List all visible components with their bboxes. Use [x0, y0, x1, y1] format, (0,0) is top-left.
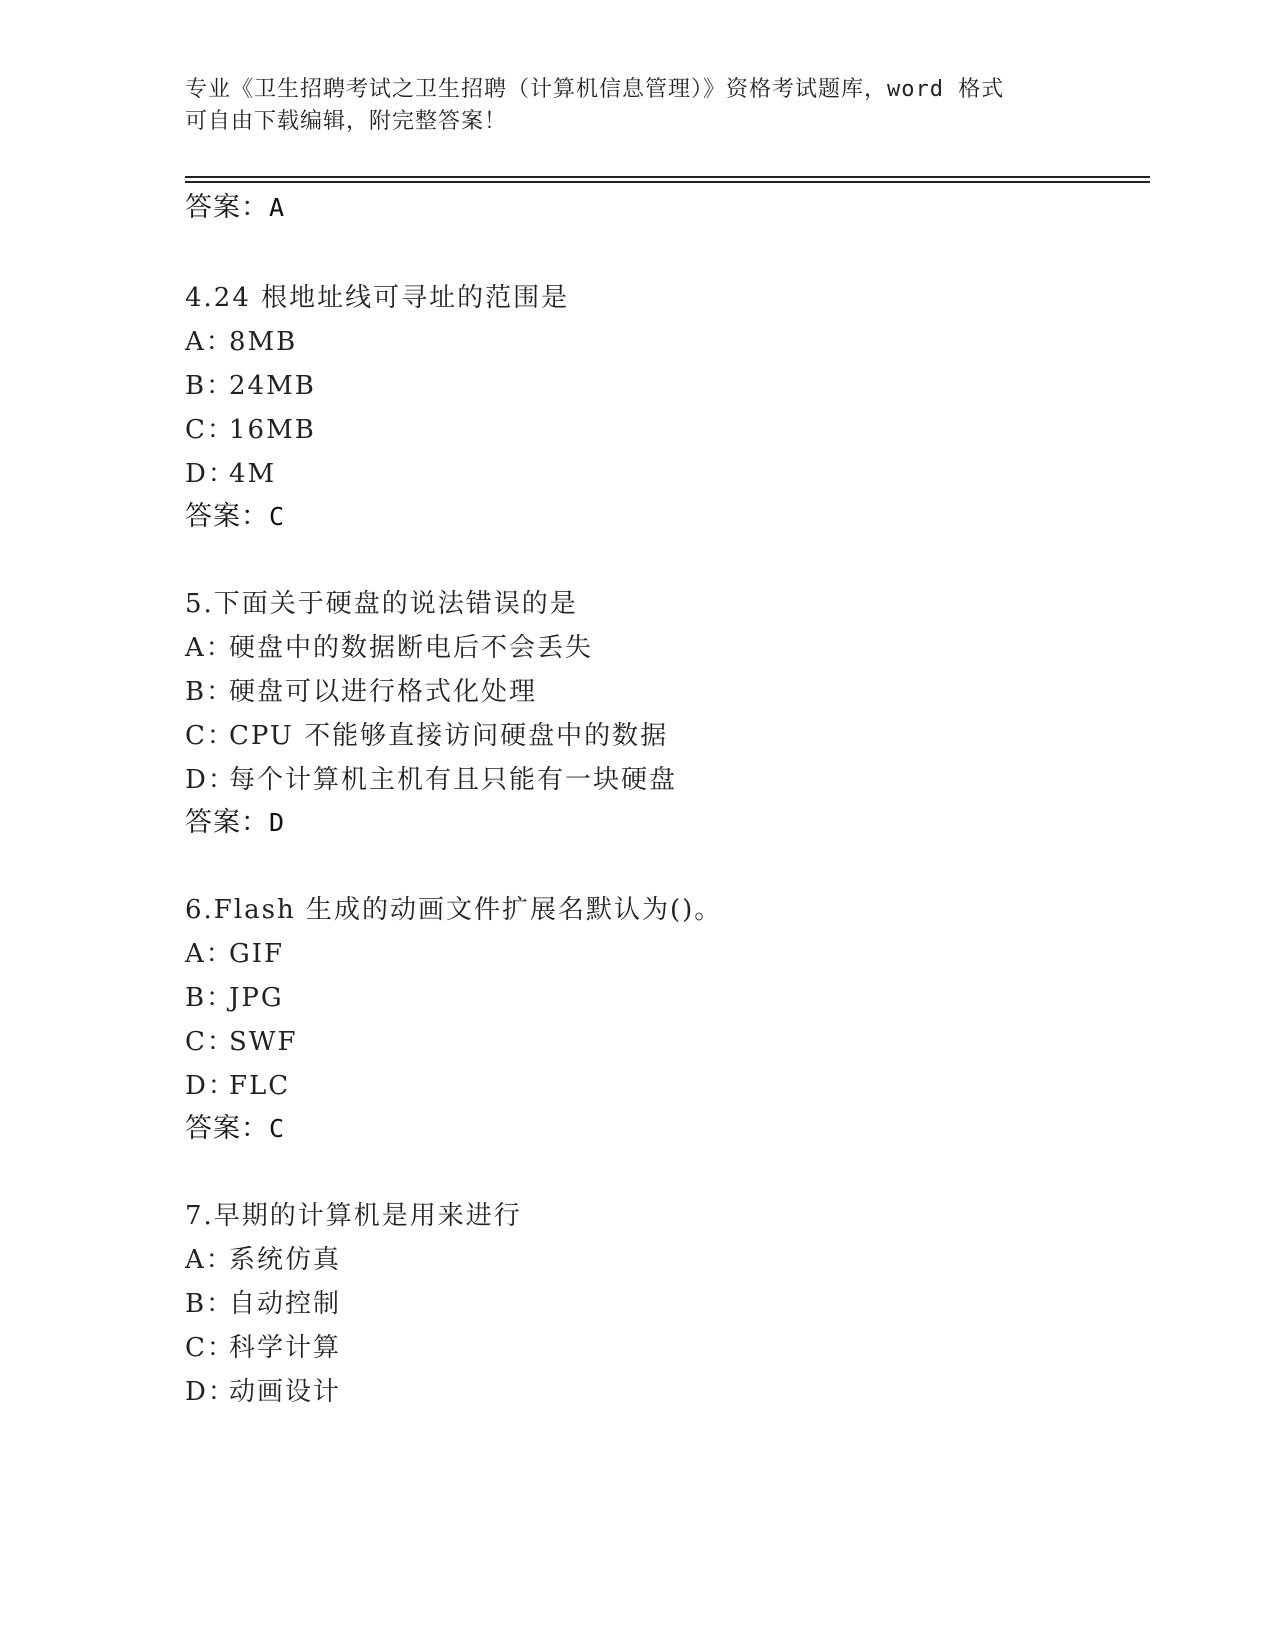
option-letter: D： — [185, 459, 236, 489]
option-text: GIF — [229, 939, 285, 969]
answer-prev — [185, 190, 285, 226]
question-5-answer — [185, 805, 285, 841]
option-letter: D： — [185, 1071, 236, 1101]
option-text: 每个计算机主机有且只能有一块硬盘 — [229, 765, 678, 795]
question-7-stem: 7.早期的计算机是用来进行 — [185, 1201, 522, 1231]
question-5-option-a — [185, 630, 593, 666]
question-7-option-c — [185, 1330, 341, 1366]
question-4-stem: 4.24 根地址线可寻址的范围是 — [185, 283, 570, 313]
answer-value: C — [269, 1114, 286, 1143]
option-text: 系统仿真 — [229, 1245, 342, 1275]
option-letter: A： — [185, 939, 234, 969]
question-4-option-d — [185, 456, 276, 492]
question-7-option-d — [185, 1374, 341, 1410]
option-text: 动画设计 — [229, 1377, 342, 1407]
option-text: 自动控制 — [229, 1289, 342, 1319]
answer-value: A — [269, 193, 286, 222]
option-letter: A： — [185, 327, 234, 357]
option-letter: C： — [185, 1027, 235, 1057]
question-6-option-d — [185, 1068, 290, 1104]
option-letter: D： — [185, 1377, 236, 1407]
option-letter: A： — [185, 1245, 234, 1275]
option-letter: C： — [185, 721, 235, 751]
question-4-option-b — [185, 368, 316, 404]
question-6-stem: 6.Flash 生成的动画文件扩展名默认为()。 — [185, 895, 723, 925]
option-letter: C： — [185, 415, 235, 445]
option-text: SWF — [229, 1027, 298, 1057]
header-line-2: 可自由下载编辑，附完整答案！ — [185, 109, 508, 134]
option-letter: B： — [185, 983, 235, 1013]
question-6-answer — [185, 1111, 285, 1147]
document-header — [185, 74, 1085, 138]
option-text: 24MB — [229, 371, 316, 401]
question-6-option-b — [185, 980, 284, 1016]
question-7-option-a — [185, 1242, 341, 1278]
option-text: JPG — [229, 983, 284, 1013]
question-6-option-a — [185, 936, 284, 972]
option-text: 16MB — [229, 415, 316, 445]
question-5-option-b — [185, 674, 537, 710]
option-text: 8MB — [229, 327, 298, 357]
answer-value: D — [269, 808, 286, 837]
header-line-1: 专业《卫生招聘考试之卫生招聘（计算机信息管理）》资格考试题库，word 格式 — [185, 77, 1005, 102]
option-letter: C： — [185, 1333, 235, 1363]
question-6-option-c — [185, 1024, 298, 1060]
answer-label: 答案： — [185, 807, 269, 838]
question-5-stem: 5.下面关于硬盘的说法错误的是 — [185, 589, 578, 619]
option-text: FLC — [229, 1071, 291, 1101]
option-letter: B： — [185, 1289, 235, 1319]
question-5-option-c — [185, 718, 668, 754]
question-7-option-b — [185, 1286, 341, 1322]
question-5-option-d — [185, 762, 677, 798]
question-4-option-c — [185, 412, 316, 448]
answer-value: C — [269, 502, 286, 531]
question-4-option-a — [185, 324, 297, 360]
answer-label: 答案： — [185, 192, 269, 223]
header-rule-bottom — [185, 181, 1150, 183]
option-text: 硬盘中的数据断电后不会丢失 — [229, 633, 594, 663]
question-4-answer — [185, 499, 285, 535]
option-letter: B： — [185, 677, 235, 707]
answer-label: 答案： — [185, 1113, 269, 1144]
header-rule-top — [185, 176, 1150, 178]
option-text: 硬盘可以进行格式化处理 — [229, 677, 538, 707]
option-letter: D： — [185, 765, 236, 795]
option-text: 科学计算 — [229, 1333, 342, 1363]
option-text: 4M — [229, 459, 277, 489]
answer-label: 答案： — [185, 501, 269, 532]
option-letter: A： — [185, 633, 234, 663]
option-letter: B： — [185, 371, 235, 401]
option-text: CPU 不能够直接访问硬盘中的数据 — [229, 721, 669, 751]
